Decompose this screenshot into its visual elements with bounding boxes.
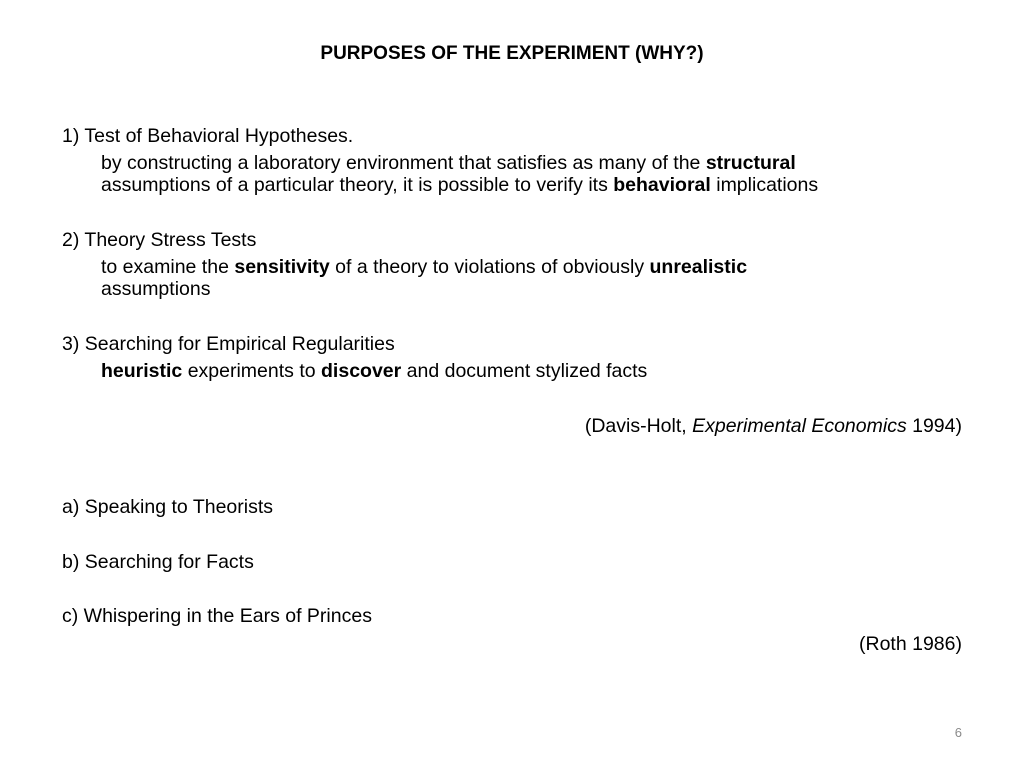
slide-title: PURPOSES OF THE EXPERIMENT (WHY?) — [320, 43, 704, 64]
citation1-pre: (Davis-Holt, — [584, 415, 693, 437]
item1-line2-text: assumptions of a particular theory, it is possible to verify its — [101, 174, 614, 196]
item1-line1 — [101, 152, 796, 175]
item3-emphasis-heuristic: heuristic — [101, 360, 183, 382]
item3-heading: 3) Searching for Empirical Regularities — [62, 333, 395, 355]
citation-roth: (Roth 1986) — [859, 633, 962, 655]
item2-heading: 2) Theory Stress Tests — [62, 229, 257, 251]
item3-emphasis-discover: discover — [321, 360, 402, 382]
list-item-a: a) Speaking to Theorists — [62, 496, 274, 518]
item2-line2: assumptions — [101, 278, 211, 300]
item1-line2 — [101, 174, 818, 197]
page-number: 6 — [954, 725, 962, 740]
item1-emphasis-structural: structural — [705, 152, 796, 174]
item1-line1-text: by constructing a laboratory environment that satisfies as many of the — [101, 152, 706, 174]
citation-davis-holt — [585, 415, 962, 438]
item2-line1-text: to examine the — [101, 256, 235, 278]
item1-line2-tail: implications — [710, 174, 819, 196]
citation1-post: 1994) — [906, 415, 962, 437]
item3-line1-tail: and document stylized facts — [401, 360, 648, 382]
item2-emphasis-unrealistic: unrealistic — [649, 256, 748, 278]
item2-line1 — [101, 256, 747, 279]
item1-heading: 1) Test of Behavioral Hypotheses. — [62, 125, 354, 147]
item3-line1-text: experiments to — [182, 360, 322, 382]
item2-emphasis-sensitivity: sensitivity — [234, 256, 330, 278]
citation1-title: Experimental Economics — [692, 415, 907, 437]
list-item-b: b) Searching for Facts — [62, 551, 254, 573]
item2-line1-mid: of a theory to violations of obviously — [329, 256, 650, 278]
item3-line1 — [101, 360, 647, 383]
list-item-c: c) Whispering in the Ears of Princes — [62, 605, 372, 627]
item1-emphasis-behavioral: behavioral — [613, 174, 711, 196]
